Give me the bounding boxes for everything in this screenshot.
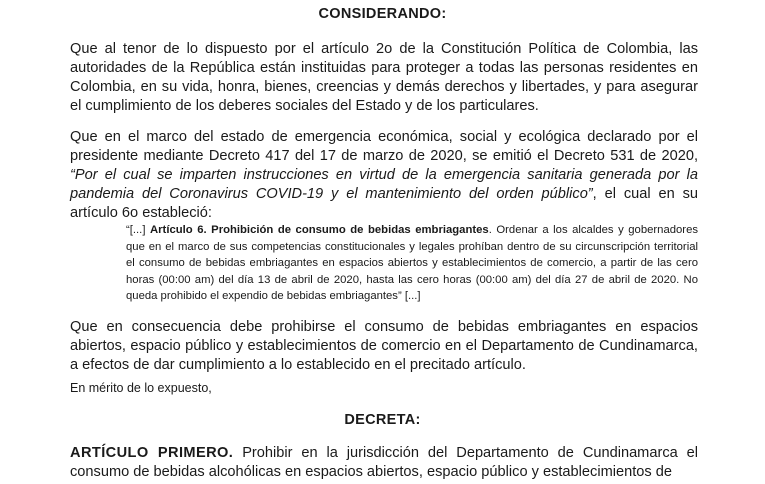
articulo-primero-label: ARTÍCULO PRIMERO. bbox=[70, 445, 234, 461]
paragraph-decreto-531-intro: Que en el marco del estado de emergencia económica, social y ecológica declarado por el presidente mediante Decreto 417 del 17 de marzo de 2020, se emitió el Decreto 531 de 2020, bbox=[70, 129, 698, 164]
paragraph-decreto-531-outro: , el cual en su artículo 6o estableció: bbox=[70, 186, 698, 221]
considerando-heading: CONSIDERANDO: bbox=[318, 6, 447, 22]
merito-line: En mérito de lo expuesto, bbox=[70, 381, 212, 395]
decreto-531-title: “Por el cual se imparten instrucciones en virtud de la emergencia sanitaria generada por la pandemia del Coronavirus COVID-19 y el mantenimiento del orden público” bbox=[70, 167, 698, 202]
articulo-primero bbox=[70, 444, 698, 482]
paragraph-article-2: Que al tenor de lo dispuesto por el artículo 2o de la Constitución Política de Colombia, las autoridades de la República están instituidas para proteger a todas las personas residentes en Colombia, en su vida, honra, bienes, creencias y demás derechos y libertades, y para asegurar el cumplimiento de los deberes sociales del Estado y de los particulares. bbox=[70, 41, 698, 114]
quoted-article-6 bbox=[126, 222, 698, 305]
decreta-heading: DECRETA: bbox=[344, 412, 421, 428]
quote-body: . Ordenar a los alcaldes y gobernadores que en el marco de sus competencias constitucionales y legales prohíban dentro de su circunscripción territorial el consumo de bebidas embriagantes en espacios abiertos y establecimientos de comercio, a partir de las cero horas (00:00 am) del día 13 de abril de 2020, hasta las cero horas (00:00 am) del día 27 de abril de 2020. No queda prohibido el expendio de bebidas embriagantes” [...] bbox=[126, 224, 698, 302]
paragraph-decreto-531 bbox=[70, 128, 698, 223]
quote-article-title: Artículo 6. Prohibición de consumo de bebidas embriagantes bbox=[150, 224, 489, 236]
quote-open: “[...] bbox=[126, 224, 150, 236]
paragraph-consecuencia: Que en consecuencia debe prohibirse el consumo de bebidas embriagantes en espacios abiertos, espacio público y establecimientos de comercio en el Departamento de Cundinamarca, a efectos de dar cumplimiento a lo establecido en el precitado artículo. bbox=[70, 319, 698, 373]
articulo-primero-text: Prohibir en la jurisdicción del Departamento de Cundinamarca el consumo de bebidas alcohólicas en espacios abiertos, espacio público y establecimientos de bbox=[70, 445, 698, 480]
